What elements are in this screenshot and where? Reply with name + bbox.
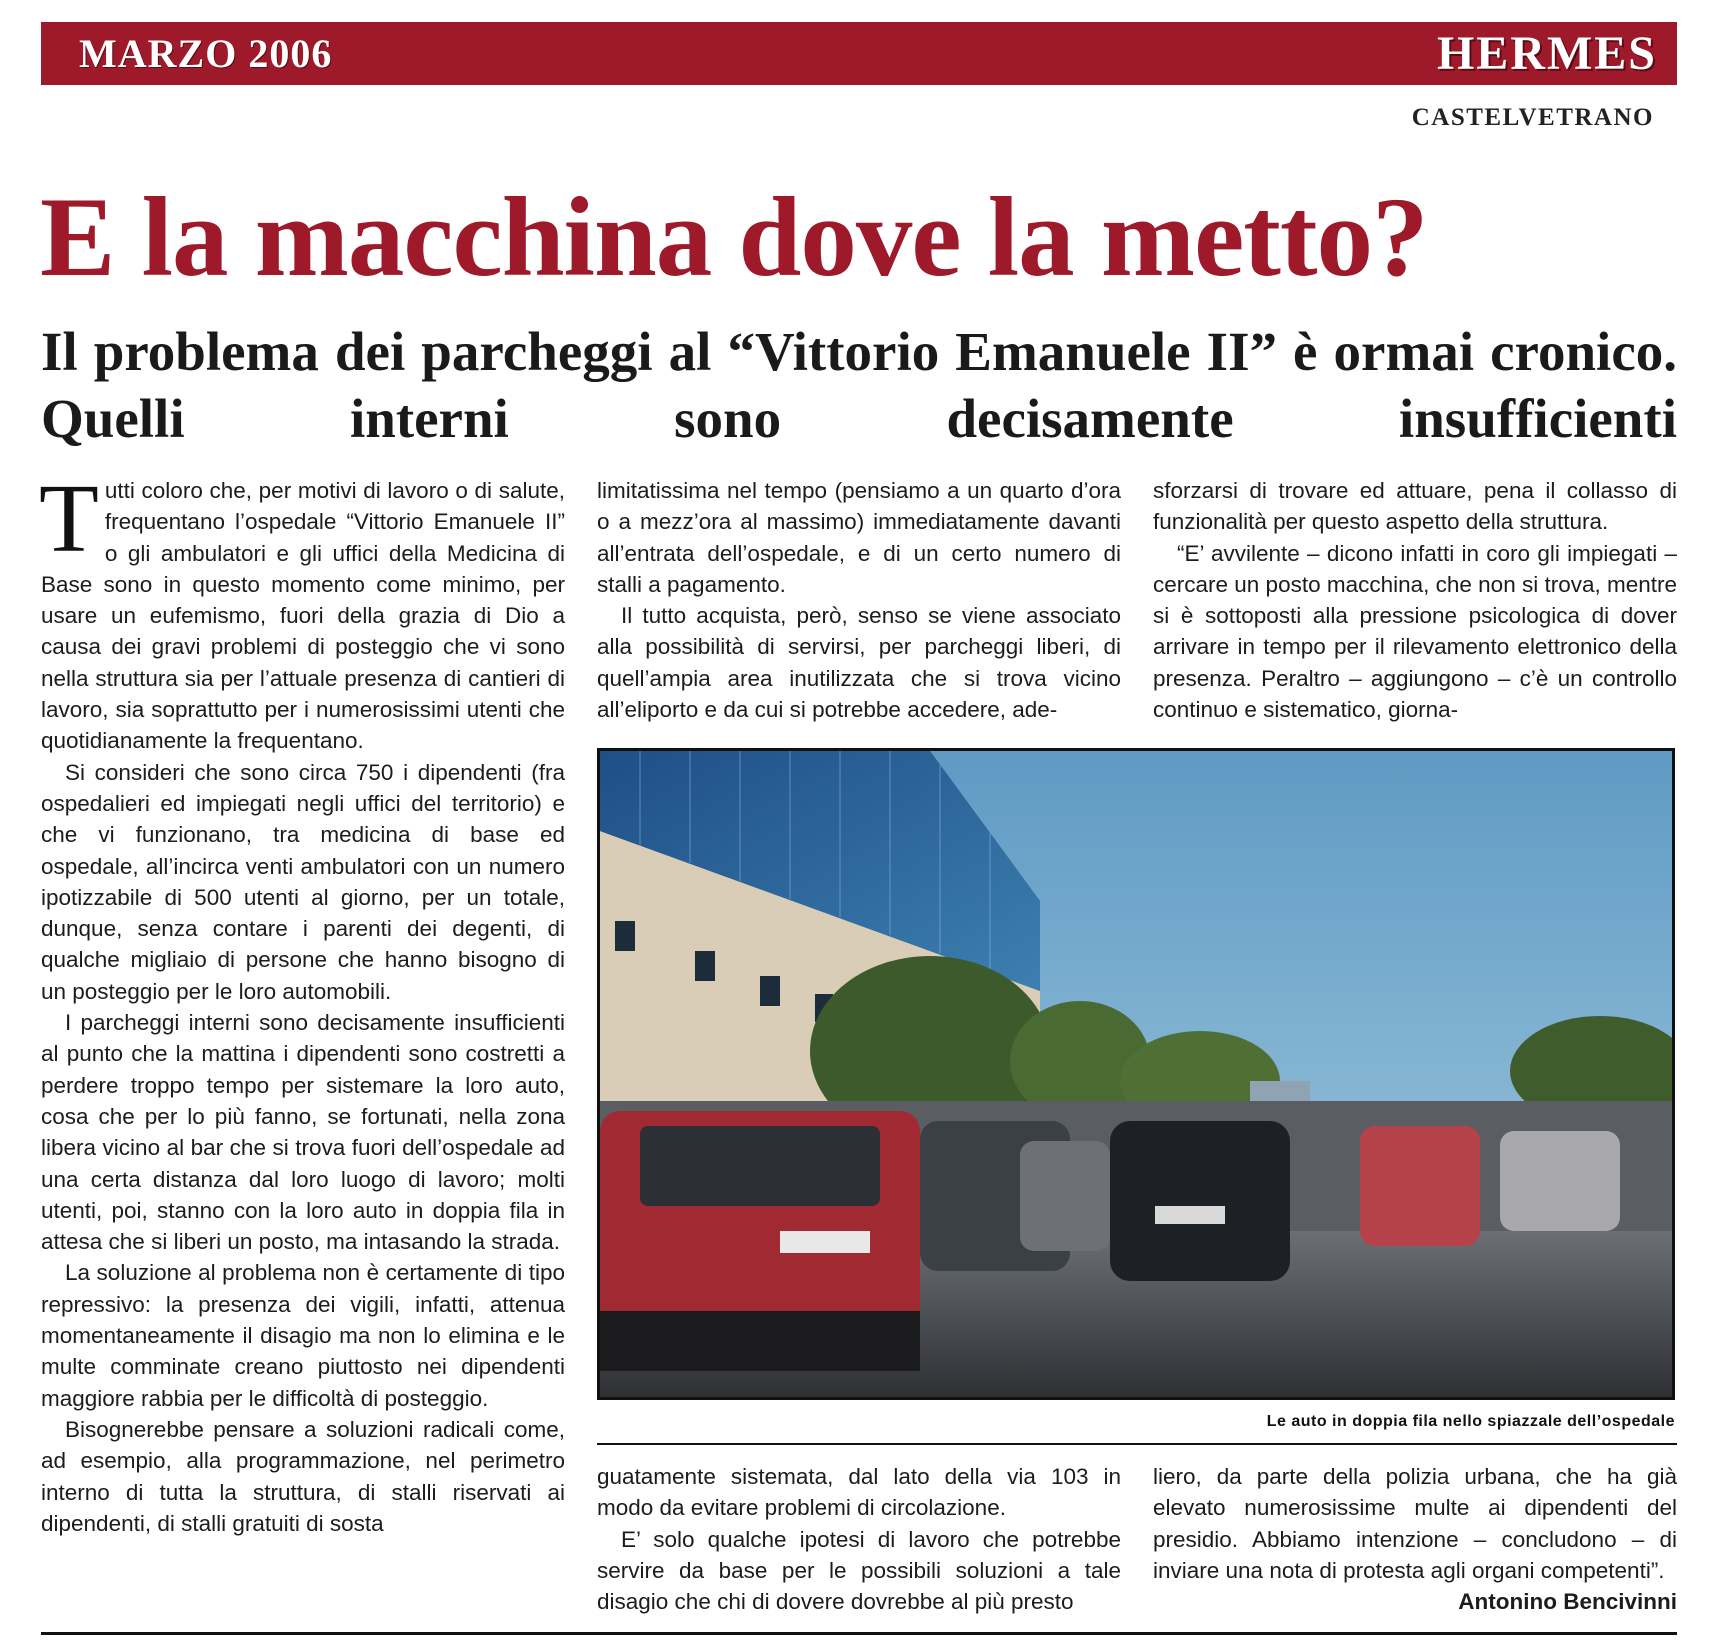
paragraph: Bisognerebbe pensare a soluzioni radicali come, ad esempio, alla programmazione, nel perimetro interno di tutta la struttura, di stalli riservati ai dipendenti, di stalli gratuiti di sosta	[41, 1416, 565, 1536]
bottom-rule	[41, 1632, 1677, 1635]
paragraph: limitatissima nel tempo (pensiamo a un quarto d’ora o a mezz’ora al massimo) immediatamente davanti all’entrata dell’ospedale, e di un certo numero di stalli a pagamento.	[597, 478, 1121, 597]
paragraph: sforzarsi di trovare ed attuare, pena il collasso di funzionalità per questo aspetto della struttura.	[1153, 478, 1677, 535]
issue-date: MARZO 2006	[79, 31, 333, 76]
paragraph: Il tutto acquista, però, senso se viene associato alla possibilità di servirsi, per parcheggi liberi, di quell’ampia area inutilizzata che si trova vicino all’eliporto e da cui si potrebbe accedere, ade-	[597, 603, 1121, 723]
paragraph: La soluzione al problema non è certamente di tipo repressivo: la presenza dei vigili, infatti, attenua momentaneamente il disagio ma non lo elimina e le multe comminate creano piuttosto nei dipendenti maggiore rabbia per le difficoltà di posteggio.	[41, 1260, 565, 1411]
paragraph: liero, da parte della polizia urbana, che ha già elevato numerosissime multe ai dipendenti del presidio. Abbiamo intenzione – concludono – di inviare una nota di protesta agli organi competenti”.	[1153, 1464, 1677, 1583]
paragraph: I parcheggi interni sono decisamente insufficienti al punto che la mattina i dipendenti sono costretti a perdere troppo tempo per sistemare la loro auto, cosa che per lo più fanno, se fortunati, nella zona libera vicino al bar che si trova fuori dell’ospedale ad una certa distanza dal loro luogo di lavoro; molti utenti, poi, stanno con la loro auto in doppia fila in attesa che si liberi un posto, ma intasando la strada.	[41, 1010, 565, 1255]
paragraph: Si consideri che sono circa 750 i dipendenti (fra ospedalieri ed impiegati negli uffici del territorio) e che vi funzionano, tra medicina di base ed ospedale, all’incirca venti ambulatori con un numero ipotizzabile di 500 utenti al giorno, per un totale, dunque, senza contare i parenti dei degenti, di qualche migliaio di persone che hanno bisogno di un posteggio per le loro automobili.	[41, 759, 565, 1004]
caption-divider	[597, 1443, 1677, 1445]
column-1	[39, 465, 565, 1539]
author-signature: Antonino Bencivinni	[1458, 1589, 1677, 1615]
column-3-bottom	[1153, 1461, 1677, 1617]
masthead-band	[41, 22, 1677, 85]
column-2-top	[597, 475, 1121, 725]
paragraph: E’ solo qualche ipotesi di lavoro che potrebbe servire da base per le possibili soluzioni a tale disagio che chi di dovere dovrebbe al più presto	[597, 1526, 1121, 1615]
section-label: CASTELVETRANO	[1411, 104, 1654, 131]
column-3-top	[1153, 475, 1677, 725]
parking-lot-photo	[600, 751, 1672, 1397]
publication-logo: HERMES	[1436, 27, 1657, 80]
paragraph: guatamente sistemata, dal lato della via 103 in modo da evitare problemi di circolazione.	[597, 1464, 1121, 1521]
article-photo	[597, 748, 1675, 1400]
subheadline: Il problema dei parcheggi al “Vittorio Emanuele II” è ormai cronico. Quelli interni sono decisamente insufficienti	[41, 321, 1677, 449]
headline: E la macchina dove la metto?	[40, 175, 1428, 300]
drop-cap: T	[39, 465, 99, 573]
column-2-bottom	[597, 1461, 1121, 1617]
paragraph: Tutti coloro che, per motivi di lavoro o di salute, frequentano l’ospedale “Vittorio Emanuele II” o gli ambulatori e gli uffici della Medicina di Base sono in questo momento come minimo, per usare un eufemismo, fuori della grazia di Dio a causa dei gravi problemi di posteggio che vi sono nella struttura sia per l’attuale presenza di cantieri di lavoro, sia soprattutto per i numerosissimi utenti che quotidianamente la frequentano.	[39, 465, 565, 754]
photo-caption: Le auto in doppia fila nello spiazzale dell’ospedale	[1266, 1413, 1675, 1430]
paragraph: “E’ avvilente – dicono infatti in coro gli impiegati – cercare un posto macchina, che non si trova, mentre si è sottoposti alla pressione psicologica di dover arrivare in tempo per il rilevamento elettronico della presenza. Peraltro – aggiungono – c’è un controllo continuo e sistematico, giorna-	[1153, 540, 1678, 723]
